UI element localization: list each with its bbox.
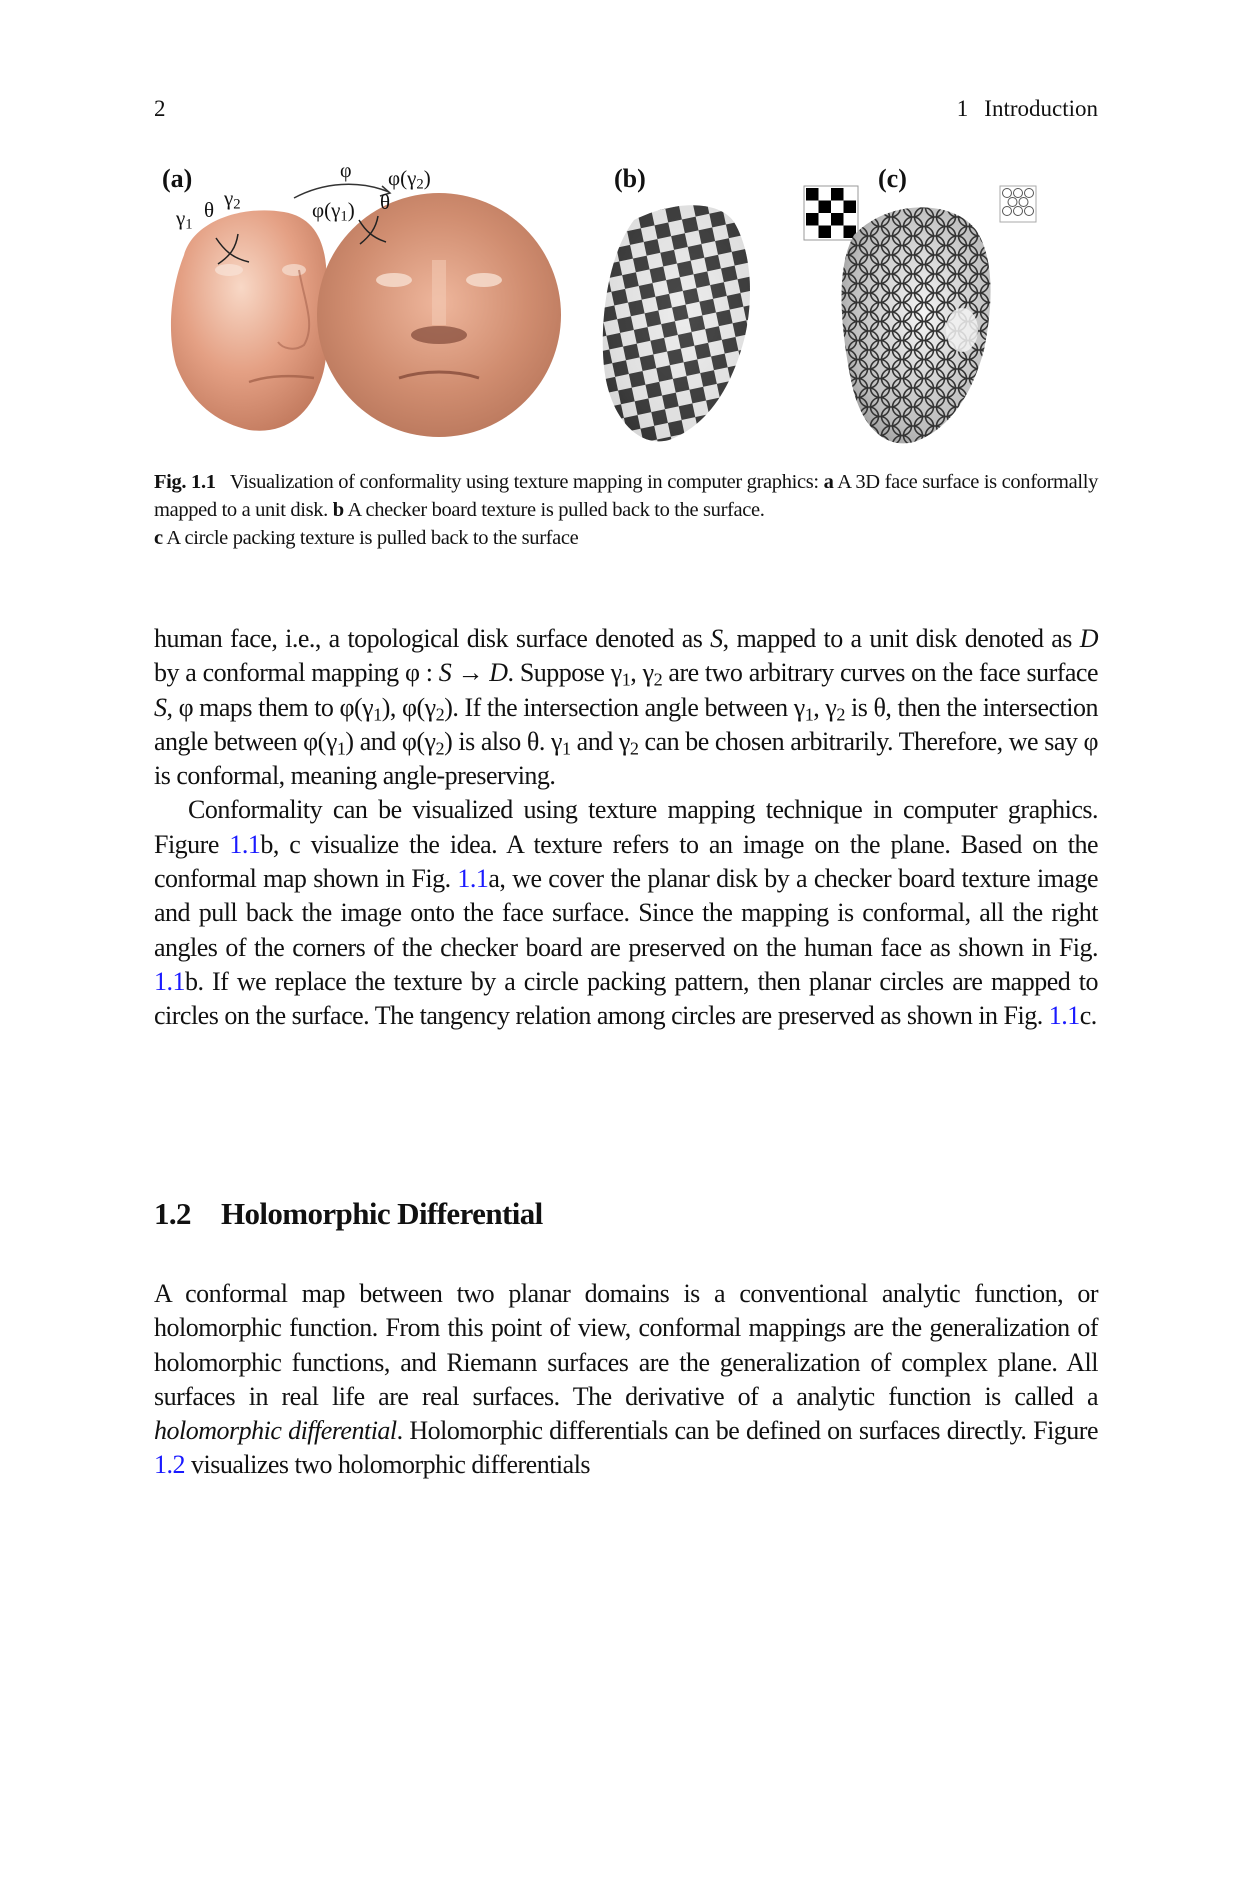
checker-board-inset (804, 186, 858, 240)
panel-a-face-surface (171, 210, 327, 430)
figure-illustration (154, 160, 1098, 450)
annotation-theta-a: θ (204, 198, 215, 222)
chapter-title: Introduction (984, 96, 1098, 121)
section-heading (154, 1196, 543, 1232)
section-title: Holomorphic Differential (220, 1196, 543, 1231)
paragraph-texture-mapping: Conformality can be visualized using texture mapping technique in computer graphics. Figure 1.1b, c visualize the idea. A texture refers to an image on the plane. Based on the conformal map shown in Fig. 1.1a, we cover the planar disk by a checker board texture image and pull back the image onto the face surface. Since the mapping is conformal, all the right angles of the corners of the checker board are preserved on the human face as shown in Fig. 1.1b. If we replace the texture by a circle packing pattern, then planar circles are mapped to circles on the surface. The tangency relation among circles are preserved as shown in Fig. 1.1c. (154, 795, 1098, 1031)
chapter-number: 1 (956, 96, 969, 121)
section-1-1-body (154, 622, 1098, 1034)
annotation-gamma2: $\gamma_2$ (224, 186, 241, 213)
xref-fig-1-1[interactable]: 1.1 (229, 829, 261, 859)
xref-fig-1-1[interactable]: 1.1 (1048, 1001, 1080, 1031)
term-holomorphic-differential: holomorphic differential (154, 1416, 397, 1446)
section-1-2-body (154, 1277, 1098, 1483)
chapter-running-title (957, 96, 1098, 126)
figure-caption: Fig. 1.1 Visualization of conformality using texture mapping in computer graphics: a A 3D face surface is conformally mapped to a unit disk. b A checker board texture is pulled back to the surface. c A circle packing texture is pulled back to the surface (154, 471, 1098, 549)
figure-1-1 (154, 160, 1098, 450)
xref-fig-1-1[interactable]: 1.1 (154, 966, 185, 996)
panel-label-c: (c) (878, 164, 907, 193)
annotation-phi: φ (340, 160, 352, 182)
page-number: 2 (154, 96, 166, 121)
running-header (154, 96, 1098, 126)
annotation-phi-gamma2: $\varphi(\gamma_2)$ (388, 166, 431, 193)
circle-packing-inset (1000, 186, 1036, 222)
xref-fig-1-2[interactable]: 1.2 (154, 1450, 185, 1480)
annotation-theta-disk: θ (380, 190, 391, 214)
paragraph-conformal-definition: human face, i.e., a topological disk surface denoted as S, mapped to a unit disk denoted as D by a conformal mapping φ : S → D. Suppose $\gamma_1$, $\gamma_2$ are two arbitrary curves on the face surface S, φ maps them to $\varphi(\gamma_1)$, $\varphi(\gamma_2)$. If the intersection angle between $\gamma_1$, $\gamma_2$ is θ, then the intersection angle between $\varphi(\gamma_1)$ and $\varphi(\gamma_2)$ is also θ. $\gamma_1$ and $\gamma_2$ can be chosen arbitrarily. Therefore, we say φ is conformal, meaning angle-preserving. (154, 624, 1099, 791)
paragraph-holomorphic: A conformal map between two planar domains is a conventional analytic function, or holomorphic function. From this point of view, conformal mappings are the generalization of holomorphic functions, and Riemann surfaces are the generalization of complex plane. All surfaces in real life are real surfaces. The derivative of a analytic function is called a holomorphic differential. Holomorphic differentials can be defined on surfaces directly. Figure 1.2 visualizes two holomorphic differentials (154, 1279, 1098, 1480)
panel-b-checker-face (603, 205, 750, 441)
caption-label: Fig. 1.1 (154, 471, 216, 493)
panel-label-a: (a) (162, 164, 193, 193)
panel-label-b: (b) (614, 164, 646, 193)
phi-mapping-arrow (294, 184, 390, 198)
annotation-gamma1: $\gamma_1$ (176, 206, 193, 233)
panel-a-unit-disk (317, 193, 561, 437)
annotation-phi-gamma1: $\varphi(\gamma_1)$ (312, 198, 355, 225)
section-number: 1.2 (154, 1196, 191, 1231)
panel-c-circle-packing-face (842, 207, 991, 443)
xref-fig-1-1[interactable]: 1.1 (457, 864, 489, 894)
